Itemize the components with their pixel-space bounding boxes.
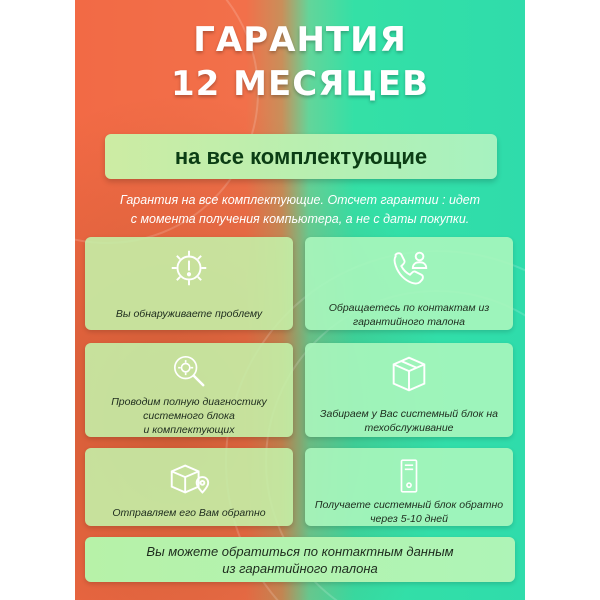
step-card-contact <box>305 237 513 330</box>
step-text-line: через 5-10 дней <box>370 513 448 525</box>
step-text-line: Вы обнаруживаете проблему <box>115 308 263 320</box>
intro-line-2: с момента получения компьютера, а не с даты покупки. <box>130 212 470 226</box>
step-text-line: Получаете системный блок обратно <box>314 499 504 511</box>
warranty-poster <box>75 0 525 600</box>
title-line-1: ГАРАНТИЯ <box>193 20 407 60</box>
coverage-banner: на все комплектующие <box>105 134 497 179</box>
phone-contact-icon <box>386 245 432 291</box>
intro-line-1: Гарантия на все комплектующие. Отсчет гарантии : идет <box>119 193 481 207</box>
step-text-line: Обращаетесь по контактам из <box>328 302 490 314</box>
step-text-line: техобслуживание <box>364 422 454 434</box>
step-card-pickup <box>305 343 513 437</box>
intro-text <box>89 191 511 229</box>
delivery-box-location-icon <box>166 456 212 502</box>
step-text-line: Забираем у Вас системный блок на <box>320 408 498 420</box>
step-text-line: и комплектующих <box>143 424 235 436</box>
gear-warning-icon <box>166 245 212 291</box>
title-line-2: 12 МЕСЯЦЕВ <box>170 64 430 104</box>
contact-note-line-1: Вы можете обратиться по контактным данным <box>146 543 454 559</box>
pc-tower-icon <box>386 456 432 496</box>
box-pickup-icon <box>386 351 432 397</box>
contact-note-line-2: из гарантийного талона <box>222 560 378 576</box>
diagnostics-magnifier-icon <box>166 351 212 391</box>
step-text-line: гарантийного талона <box>353 316 465 328</box>
step-text-line: Проводим полную диагностику <box>111 396 267 408</box>
step-card-problem <box>85 237 293 330</box>
step-card-receive <box>305 448 513 526</box>
step-text-line: Отправляем его Вам обратно <box>112 507 266 519</box>
contact-note <box>85 537 515 582</box>
step-text-line: системного блока <box>143 410 235 422</box>
step-card-return <box>85 448 293 526</box>
step-card-diagnostics <box>85 343 293 437</box>
